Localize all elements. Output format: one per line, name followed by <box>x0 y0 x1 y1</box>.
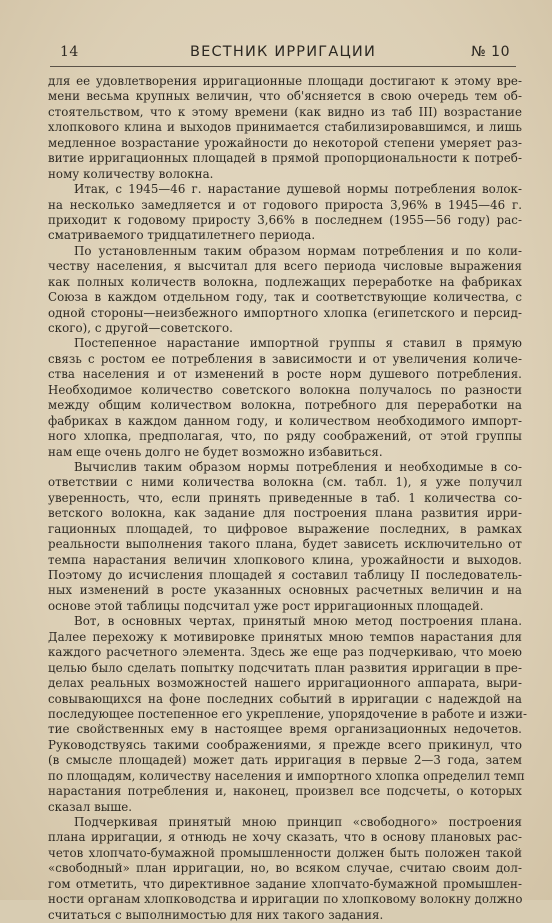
text-line: ского), с другой—советского. <box>48 321 233 335</box>
text-line: (в смысле площадей) может дать ирригация в первые 2—3 года, затем <box>48 753 522 768</box>
text-line: сказал выше. <box>48 799 133 814</box>
text-line: фабриках в каждом данном году, и количеством необходимого импорт- <box>48 413 522 428</box>
paragraph <box>48 244 522 337</box>
article-body <box>48 74 528 923</box>
text-line: ства населения и от изменений в росте норм душевого потребления. <box>48 367 522 382</box>
text-line: для ее удовлетворения ирригационные площади достигают к этому вре- <box>48 74 522 88</box>
text-line: Руководствуясь такими соображениями, я прежде всего прикинул, что <box>48 737 522 752</box>
text-line: медленное возрастание урожайности до некоторой степени умеряет раз- <box>48 135 522 150</box>
text-line: По установленным таким образом нормам потребления и по коли- <box>74 243 522 258</box>
text-line: ответствии с ними количества волокна (см. табл. 1), я уже получил <box>48 475 522 490</box>
text-line: связь с ростом ее потребления в зависимости и от увеличения количе- <box>48 351 522 366</box>
text-line: Необходимое количество советского волокна получалось по разности <box>48 382 522 397</box>
text-line: Вот, в основных чертах, принятый мною метод построения плана. <box>74 614 522 629</box>
paragraph <box>48 182 522 244</box>
paragraph <box>48 460 522 614</box>
text-line: гом отметить, что директивное задание хлопчато-бумажной промышлен- <box>48 876 522 891</box>
text-line: витие ирригационных площадей в прямой пропорциональности к потреб- <box>48 151 522 166</box>
text-line: как полных количеств волокна, подлежащих переработке на фабриках <box>48 274 522 289</box>
text-line: целью было сделать попытку подсчитать план развития ирригации в пре- <box>48 660 522 675</box>
text-line: нарастания потребления и, наконец, произвел все подсчеты, о которых <box>48 784 522 799</box>
paragraph <box>48 815 522 923</box>
text-line: на несколько замедляется и от годового прироста 3,96% в 1945—46 г. <box>48 197 522 212</box>
text-line: гационных площадей, то цифровое выражение последних, в рамках <box>48 521 522 536</box>
text-line: мени весьма крупных величин, что об'ясняется в свою очередь тем об- <box>48 89 522 104</box>
text-line: приходит к годовому приросту 3,66% в последнем (1955—56 году) рас- <box>48 212 522 227</box>
text-line: делах реальных возможностей нашего ирригационного аппарата, выри- <box>48 676 522 691</box>
text-line: совывающихся на фоне последних событий в ирригации с надеждой на <box>48 691 522 706</box>
text-line: темпа нарастания величин хлопкового клина, урожайности и выходов. <box>48 552 522 567</box>
text-line: «свободный» план ирригации, но, во всяком случае, считаю своим дол- <box>48 861 522 876</box>
text-line: нам еще очень долго не будет возможно избавиться. <box>48 444 383 459</box>
text-line: четов хлопчато-бумажной промышленности должен быть положен такой <box>48 845 522 860</box>
text-line: уверенность, что, если принять приведенные в таб. 1 количества со- <box>48 490 522 505</box>
text-line: считаться с выполнимостью для них такого задания. <box>48 907 384 922</box>
text-line: Постепенное нарастание импортной группы я ставил в прямую <box>74 336 522 351</box>
text-line: по площадям, количеству населения и импортного хлопка определил темп <box>48 768 525 783</box>
text-line: сматриваемого тридцатилетнего периода. <box>48 228 316 243</box>
paragraph <box>48 74 522 182</box>
text-line: тие свойственных ему в настоящее время организационных недочетов. <box>48 722 522 737</box>
issue-number: № 10 <box>471 44 510 60</box>
text-line: ных изменений в росте указанных основных расчетных величин и на <box>48 583 522 598</box>
text-line: Далее перехожу к мотивировке принятых мною темпов нарастания для <box>48 629 522 644</box>
text-line: основе этой таблицы подсчитал уже рост ирригационных площадей. <box>48 598 484 613</box>
text-line: Союза в каждом отдельном году, так и соответствующие количества, с <box>48 290 522 305</box>
text-line: ного хлопка, предполагая, что, по ряду соображений, от этой группы <box>48 429 522 444</box>
page-number: 14 <box>60 44 79 60</box>
text-line: хлопкового клина и выходов принимается стабилизировавшимся, и лишь <box>48 120 522 135</box>
text-line: последующее постепенное его укрепление, упорядочение в работе и изжи- <box>48 706 528 721</box>
text-line: Вычислив таким образом нормы потребления и необходимые в со- <box>74 459 522 474</box>
page-header <box>50 44 516 67</box>
paragraph <box>48 336 522 460</box>
text-line: Подчеркивая принятый мною принцип «свободного» построения <box>74 815 522 829</box>
text-line: между общим количеством волокна, потребного для переработки на <box>48 398 522 413</box>
text-line: каждого расчетного элемента. Здесь же еще раз подчеркиваю, что моею <box>48 645 522 660</box>
text-line: Итак, с 1945—46 г. нарастание душевой нормы потребления волок- <box>74 182 522 197</box>
text-line: ветского волокна, как задание для построения плана развития ирри- <box>48 506 522 521</box>
paragraph <box>48 614 528 815</box>
text-line: реальности выполнения такого плана, будет зависеть исключительно от <box>48 537 522 552</box>
text-line: ности органам хлопководства и ирригации по хлопковому волокну должно <box>48 892 523 907</box>
text-line: плана ирригации, я отнюдь не хочу сказать, что в основу плановых рас- <box>48 830 522 845</box>
text-line: Поэтому до исчисления площадей я составил таблицу II последователь- <box>48 568 522 582</box>
text-line: одной стороны—неизбежного импортного хлопка (египетского и персид- <box>48 305 522 320</box>
text-line: честву населения, я высчитал для всего периода числовые выражения <box>48 259 522 274</box>
text-line: ному количеству волокна. <box>48 166 214 181</box>
journal-title: ВЕСТНИК ИРРИГАЦИИ <box>189 44 377 60</box>
text-line: стоятельством, что к этому времени (как видно из таб III) возрастание <box>48 104 522 119</box>
